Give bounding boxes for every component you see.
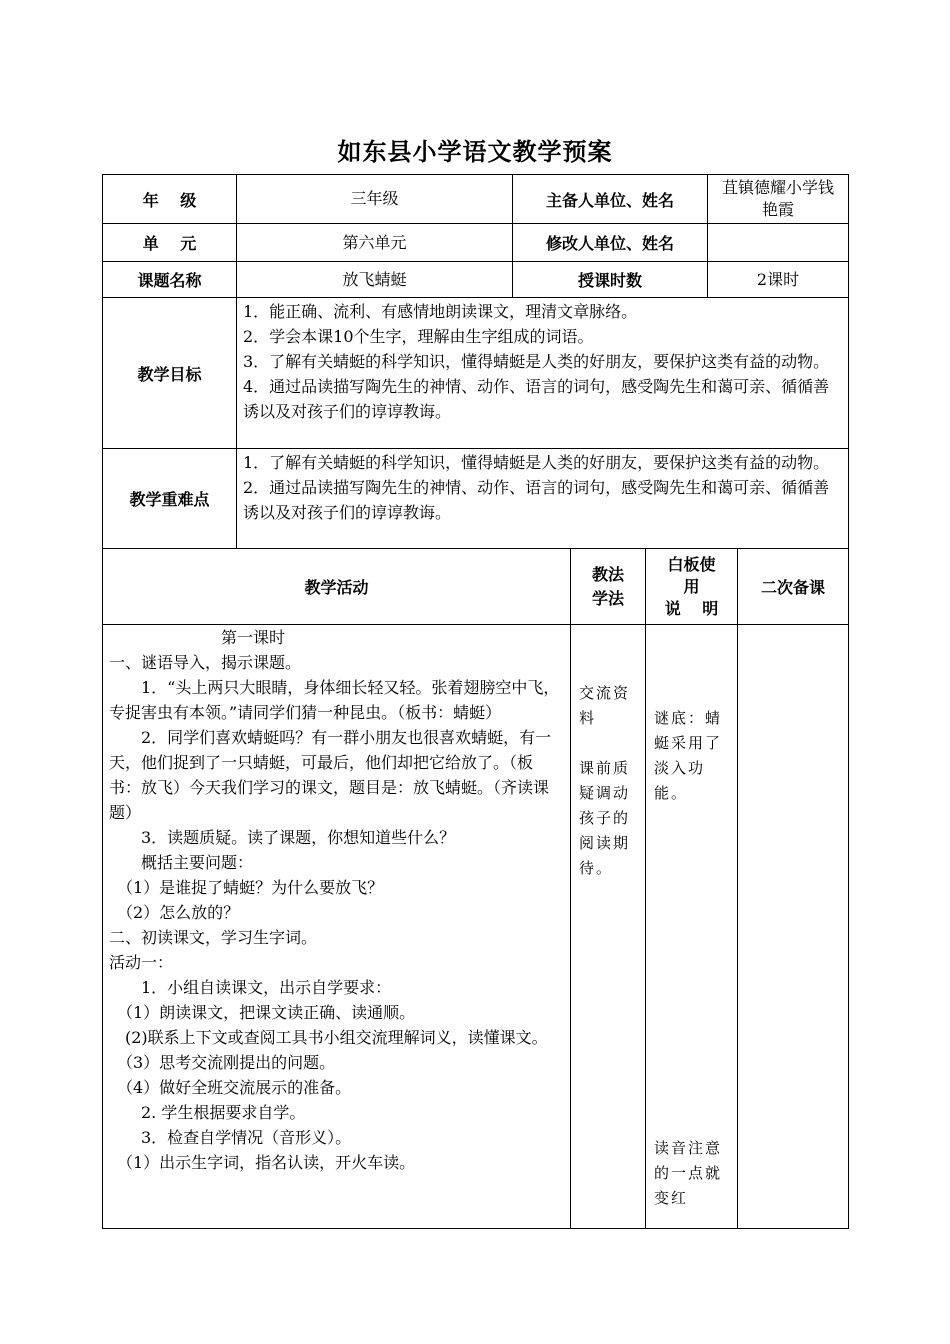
grade-label-text: 年 级	[142, 190, 197, 210]
lesson-value	[236, 261, 513, 298]
lesson-value-text: 放飞蜻蜓	[342, 269, 407, 289]
activity-line: 活动一：	[109, 953, 174, 972]
goals-label	[102, 297, 237, 449]
activity-line: （4）做好全班交流展示的准备。	[109, 1078, 352, 1097]
unit-value	[236, 223, 513, 262]
whiteboard-notes	[645, 624, 738, 1229]
whiteboard-note: 谜底：蜻蜓采用了淡入功能。	[654, 709, 723, 802]
hours-value-text: 2课时	[756, 269, 800, 289]
activities-content	[102, 624, 571, 1229]
activity-line: 1．“头上两只大眼睛，身体细长轻又轻。张着翅膀空中飞，专捉害虫有本领。”请同学们猜一种昆虫。（板书：蜻蜓）	[109, 678, 560, 722]
lesson-label-text: 课题名称	[137, 271, 202, 290]
activities-header	[102, 548, 571, 625]
method-notes	[570, 624, 646, 1229]
goal-item: 4．通过品读描写陶先生的神情、动作、语言的词句，感受陶先生和蔼可亲、循循善诱以及对孩子们的谆谆教诲。	[243, 377, 830, 421]
editor-value	[707, 223, 849, 262]
hours-label	[512, 261, 708, 298]
grade-label	[102, 174, 237, 224]
hours-value	[707, 261, 849, 298]
goals-content	[236, 297, 849, 449]
activity-line: （1）出示生字词，指名认读，开火车读。	[109, 1153, 416, 1172]
editor-label	[512, 223, 708, 262]
preparer-value	[707, 174, 849, 224]
preparer-label-text: 主备人单位、姓名	[545, 190, 674, 210]
grade-value	[236, 174, 513, 224]
activity-line: 概括主要问题：	[109, 853, 254, 872]
activity-line: 3．检查自学情况（音形义）。	[109, 1128, 352, 1147]
activity-line: 二、初读课文，学习生字词。	[109, 928, 318, 947]
preparer-label	[512, 174, 708, 224]
keypoint-item: 1．了解有关蜻蜓的科学知识，懂得蜻蜓是人类的好朋友，要保护这类有益的动物。	[243, 453, 830, 472]
keypoints-label-text: 教学重难点	[129, 490, 210, 509]
whiteboard-note: 读音注意的一点就变红	[654, 1139, 723, 1207]
unit-value-text: 第六单元	[342, 232, 407, 252]
goal-item: 1．能正确、流利、有感情地朗读课文，理清文章脉络。	[243, 302, 638, 321]
activity-line: 第一课时	[109, 628, 286, 647]
whiteboard-header-text: 白板使 用 说 明	[664, 554, 719, 618]
hours-label-text: 授课时数	[577, 271, 642, 290]
activity-line: 一、谜语导入，揭示课题。	[109, 653, 302, 672]
activity-line: （1）朗读课文，把课文读正确、读通顺。	[109, 1003, 416, 1022]
activity-line: 2. 学生根据要求自学。	[109, 1103, 306, 1122]
activity-line: 2．同学们喜欢蜻蜓吗？有一群小朋友也很喜欢蜻蜓，有一天，他们捉到了一只蜻蜓，可最后，他们却把它给放了。（板书：放飞）今天我们学习的课文，题目是：放飞蜻蜓。（齐读课题）	[109, 728, 552, 822]
goal-item: 2．学会本课10个生字，理解由生字组成的词语。	[243, 327, 594, 346]
document-title: 如东县小学语文教学预案	[337, 138, 613, 166]
activity-line: （2）怎么放的？	[109, 903, 240, 922]
second-prep-content	[737, 624, 849, 1229]
preparer-value-text: 苴镇德耀小学钱艳霞	[721, 178, 834, 219]
goals-label-text: 教学目标	[137, 364, 202, 384]
grade-value-text: 三年级	[350, 189, 399, 208]
activities-header-text: 教学活动	[304, 578, 369, 597]
activity-line: （1）是谁捉了蜻蜓？为什么要放飞？	[109, 878, 384, 897]
method-note: 课前质疑调动孩子的阅读期待。	[579, 759, 631, 877]
keypoints-label	[102, 448, 237, 549]
lesson-label	[102, 261, 237, 298]
unit-label-text: 单 元	[142, 234, 197, 253]
activity-line: 3．读题质疑。读了课题，你想知道些什么？	[109, 828, 456, 847]
activity-line: 1．小组自读课文，出示自学要求：	[109, 978, 392, 997]
activity-line: （3）思考交流刚提出的问题。	[109, 1053, 336, 1072]
keypoints-content	[236, 448, 849, 549]
method-header	[570, 548, 646, 625]
whiteboard-header	[645, 548, 738, 625]
keypoint-item: 2．通过品读描写陶先生的神情、动作、语言的词句，感受陶先生和蔼可亲、循循善诱以及对孩子们的谆谆教诲。	[243, 478, 830, 522]
second-prep-header-text: 二次备课	[760, 578, 825, 597]
unit-label	[102, 223, 237, 262]
method-note: 交流资料	[579, 684, 631, 727]
method-header-text: 教法 学法	[591, 564, 624, 608]
goal-item: 3．了解有关蜻蜓的科学知识，懂得蜻蜓是人类的好朋友，要保护这类有益的动物。	[243, 352, 830, 371]
second-prep-header	[737, 548, 849, 625]
activity-line: (2)联系上下文或查阅工具书小组交流理解词义，读懂课文。	[109, 1028, 548, 1047]
editor-label-text: 修改人单位、姓名	[545, 234, 674, 253]
